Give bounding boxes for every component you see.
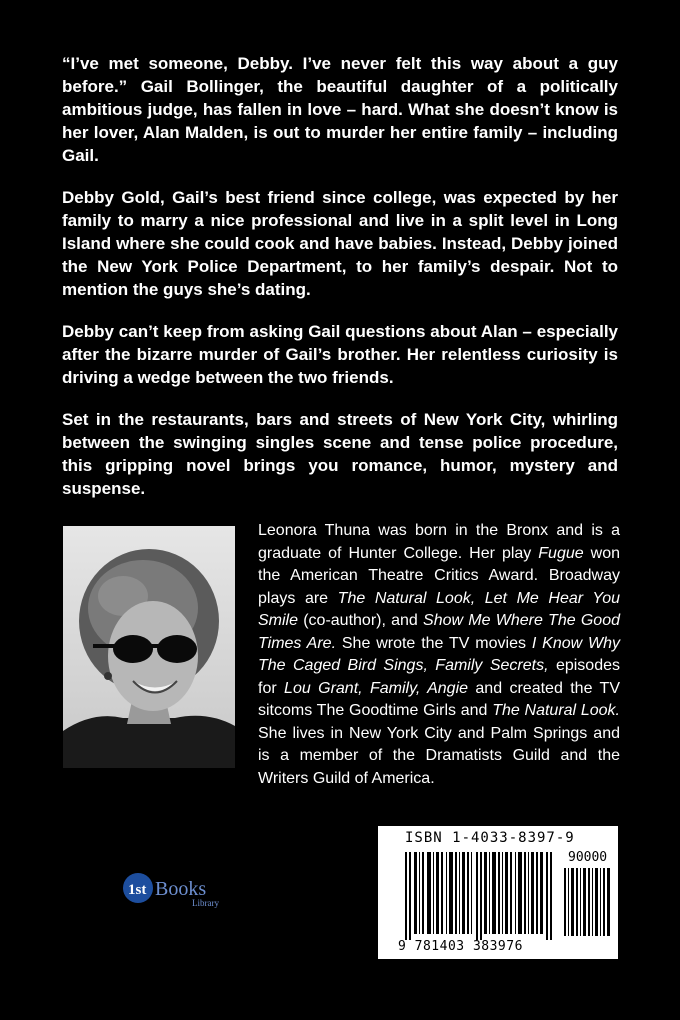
isbn-barcode bbox=[378, 826, 618, 959]
bio-text: episodes for bbox=[258, 657, 620, 697]
price-code: 90000 bbox=[568, 850, 608, 865]
bio-text: Leonora Thuna was born in the Bronx and is a graduate of Hunter College. Her play bbox=[258, 522, 620, 562]
blurb-paragraph: Debby Gold, Gail’s best friend since college, was expected by her family to marry a nice professional and live in a split level in Long Island where she could cook and have babies. Instead, Debby joined the New York Police Department, to her family’s despair. Not to mention the guys she’s dating. bbox=[62, 188, 618, 299]
logo-word: Books bbox=[155, 878, 207, 900]
publisher-logo bbox=[122, 870, 232, 910]
bio-title: The Natural Look. bbox=[492, 702, 620, 719]
author-photo bbox=[63, 526, 235, 768]
isbn-text: ISBN 1-4033-8397-9 bbox=[405, 830, 575, 846]
price-bars bbox=[564, 868, 612, 936]
blurb-paragraph: “I’ve met someone, Debby. I’ve never felt this way about a guy before.” Gail Bollinger, the beautiful daughter of a politically ambitious judge, has fallen in love – hard. What she doesn’t know is her lover, Alan Malden, is out to murder her entire family – including Gail. bbox=[62, 54, 618, 165]
bio-title: The Natural Look, Let Me Hear You Smile bbox=[258, 589, 620, 629]
ean-number: 9 781403 383976 bbox=[398, 939, 523, 954]
blurb-paragraph: Set in the restaurants, bars and streets of New York City, whirling between the swinging singles scene and tense police procedure, this gripping novel brings you romance, humor, mystery and suspense. bbox=[62, 410, 618, 498]
bio-text: (co-author), and bbox=[298, 612, 424, 629]
bio-title: I Know Why The Caged Bird Sings, Family Secrets, bbox=[258, 634, 621, 674]
bio-text: She wrote the TV movies bbox=[336, 634, 532, 652]
author-bio bbox=[258, 520, 620, 790]
bio-title: Fugue bbox=[538, 544, 584, 562]
blurb-paragraph: Debby can’t keep from asking Gail questions about Alan – especially after the bizarre murder of Gail’s brother. Her relentless curiosity is driving a wedge between the two friends. bbox=[62, 322, 618, 387]
bio-title: Show Me Where The Good Times Are. bbox=[258, 612, 620, 652]
ean-bars bbox=[405, 852, 555, 940]
bio-title: Lou Grant, Family, Angie bbox=[284, 679, 469, 697]
logo-number: 1st bbox=[128, 882, 147, 898]
bio-text: and created the TV sitcoms The Goodtime Girls and bbox=[258, 679, 620, 719]
bio-text: won the American Theatre Critics Award. Broadway plays are bbox=[258, 544, 620, 607]
bio-text: She lives in New York City and Palm Springs and is a member of the Dramatists Guild and the Writers Guild of America. bbox=[258, 724, 620, 787]
logo-sub: Library bbox=[192, 898, 219, 908]
back-cover-blurb bbox=[62, 52, 618, 519]
